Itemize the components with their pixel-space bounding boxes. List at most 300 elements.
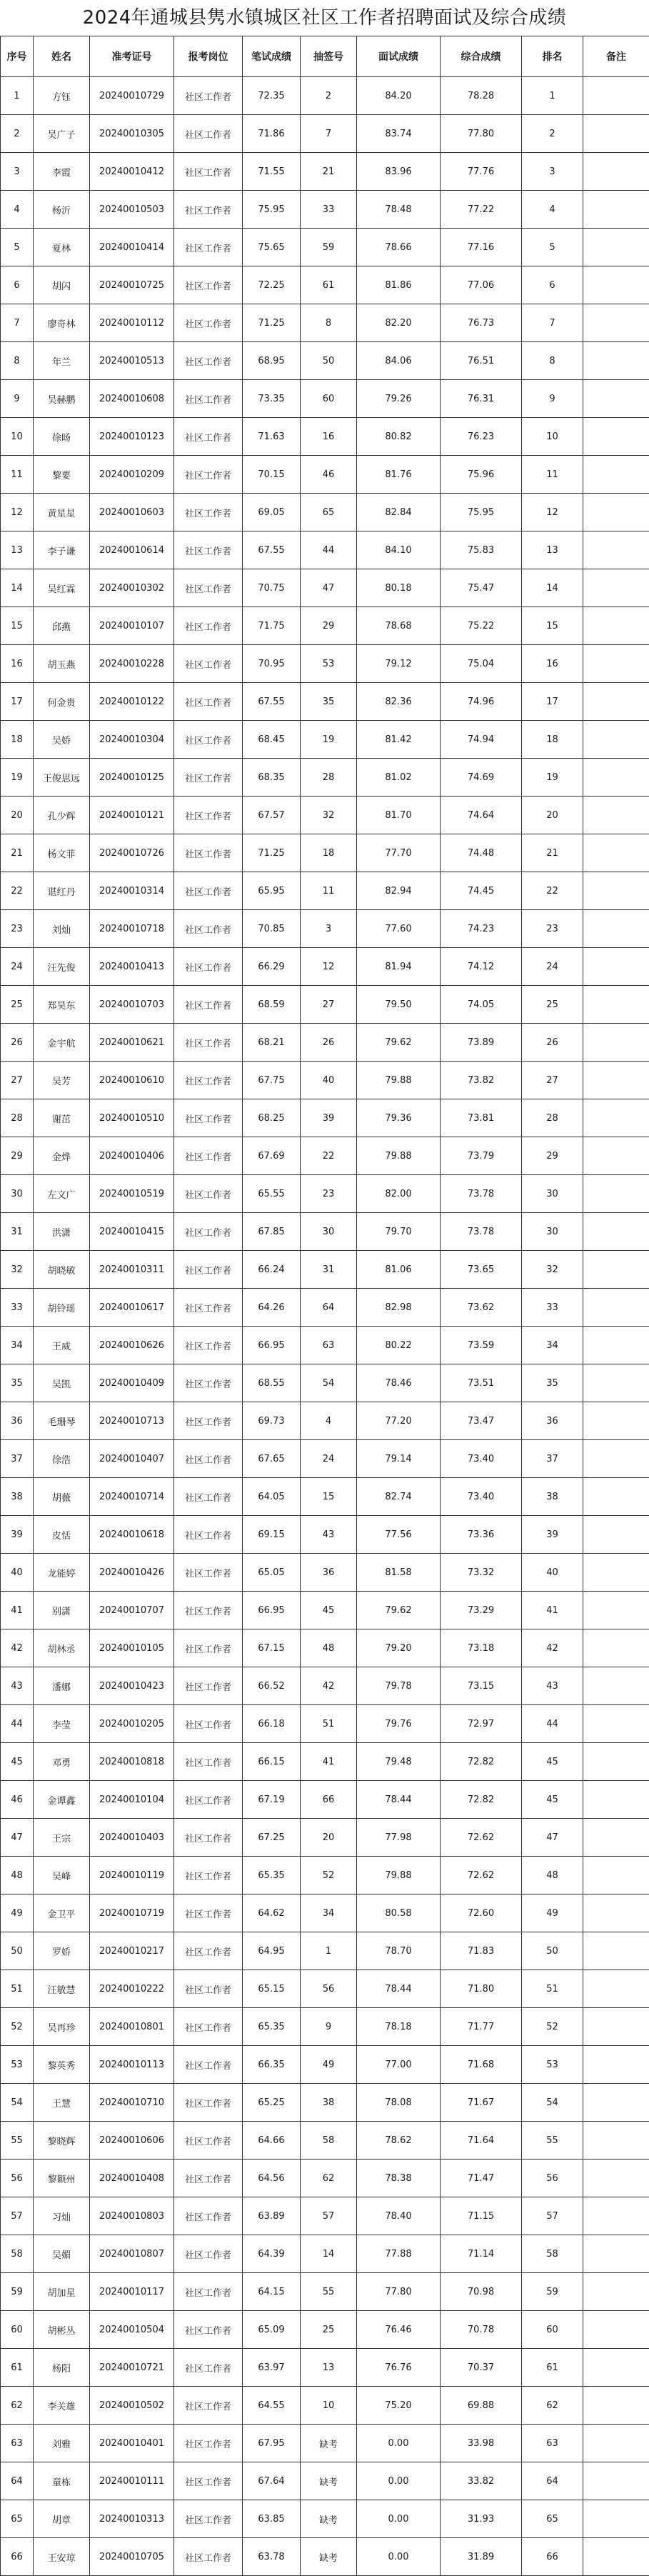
cell-interview-score: 78.62 (357, 2122, 441, 2160)
cell-rank: 62 (522, 2387, 583, 2425)
cell-interview-score: 82.00 (357, 1175, 441, 1213)
cell-index: 26 (1, 1024, 34, 1062)
cell-total-score: 73.40 (441, 1478, 522, 1516)
cell-total-score: 73.32 (441, 1554, 522, 1592)
cell-position: 社区工作者 (174, 153, 243, 191)
cell-rank: 30 (522, 1213, 583, 1251)
cell-index: 32 (1, 1251, 34, 1289)
table-row (1, 418, 649, 456)
cell-rank: 1 (522, 77, 583, 115)
cell-total-score: 31.89 (441, 2538, 522, 2576)
cell-total-score: 75.04 (441, 645, 522, 683)
cell-rank: 29 (522, 1137, 583, 1175)
cell-total-score: 70.98 (441, 2273, 522, 2311)
cell-total-score: 76.23 (441, 418, 522, 456)
cell-written-score: 67.25 (243, 1819, 301, 1857)
cell-rank: 47 (522, 1819, 583, 1857)
cell-interview-score: 84.20 (357, 77, 441, 115)
cell-position: 社区工作者 (174, 1327, 243, 1364)
cell-draw-number: 缺考 (301, 2462, 357, 2500)
cell-total-score: 69.88 (441, 2387, 522, 2425)
header-exam-number: 准考证号 (90, 36, 174, 77)
cell-written-score: 63.78 (243, 2538, 301, 2576)
cell-draw-number: 28 (301, 759, 357, 797)
cell-draw-number: 55 (301, 2273, 357, 2311)
cell-remarks (583, 1781, 649, 1819)
table-row (1, 1024, 649, 1062)
cell-name: 罗娇 (34, 1932, 90, 1970)
cell-index: 54 (1, 2084, 34, 2122)
cell-position: 社区工作者 (174, 2387, 243, 2425)
cell-position: 社区工作者 (174, 1629, 243, 1667)
cell-position: 社区工作者 (174, 2349, 243, 2387)
cell-name: 徐浩 (34, 1440, 90, 1478)
cell-name: 夏林 (34, 229, 90, 266)
cell-total-score: 77.16 (441, 229, 522, 266)
cell-index: 5 (1, 229, 34, 266)
cell-total-score: 73.82 (441, 1062, 522, 1099)
cell-name: 王慧 (34, 2084, 90, 2122)
cell-position: 社区工作者 (174, 1743, 243, 1781)
cell-remarks (583, 1629, 649, 1667)
table-row (1, 1894, 649, 1932)
cell-draw-number: 8 (301, 304, 357, 342)
cell-interview-score: 81.94 (357, 948, 441, 986)
table-row (1, 1099, 649, 1137)
cell-index: 17 (1, 683, 34, 721)
table-row (1, 797, 649, 834)
cell-remarks (583, 380, 649, 418)
cell-rank: 50 (522, 1932, 583, 1970)
cell-total-score: 71.14 (441, 2235, 522, 2273)
cell-name: 别潇 (34, 1592, 90, 1629)
table-row (1, 494, 649, 531)
cell-draw-number: 42 (301, 1667, 357, 1705)
cell-position: 社区工作者 (174, 759, 243, 797)
cell-exam-number: 20240010314 (90, 872, 174, 910)
cell-rank: 16 (522, 645, 583, 683)
cell-exam-number: 20240010614 (90, 531, 174, 569)
table-row (1, 834, 649, 872)
header-interview-score: 面试成绩 (357, 36, 441, 77)
cell-total-score: 76.73 (441, 304, 522, 342)
cell-rank: 38 (522, 1478, 583, 1516)
cell-rank: 49 (522, 1894, 583, 1932)
cell-remarks (583, 77, 649, 115)
cell-remarks (583, 1894, 649, 1932)
table-row (1, 2425, 649, 2462)
cell-written-score: 64.56 (243, 2160, 301, 2197)
cell-name: 李莹 (34, 1705, 90, 1743)
cell-index: 39 (1, 1516, 34, 1554)
cell-written-score: 71.86 (243, 115, 301, 153)
cell-position: 社区工作者 (174, 1667, 243, 1705)
cell-index: 19 (1, 759, 34, 797)
cell-interview-score: 78.38 (357, 2160, 441, 2197)
cell-interview-score: 79.70 (357, 1213, 441, 1251)
cell-exam-number: 20240010113 (90, 2046, 174, 2084)
cell-draw-number: 15 (301, 1478, 357, 1516)
cell-name: 李子谦 (34, 531, 90, 569)
cell-remarks (583, 910, 649, 948)
cell-index: 34 (1, 1327, 34, 1364)
cell-rank: 19 (522, 759, 583, 797)
cell-rank: 66 (522, 2538, 583, 2576)
cell-index: 7 (1, 304, 34, 342)
cell-interview-score: 79.88 (357, 1857, 441, 1894)
cell-remarks (583, 1743, 649, 1781)
cell-position: 社区工作者 (174, 1062, 243, 1099)
cell-written-score: 69.73 (243, 1402, 301, 1440)
cell-remarks (583, 266, 649, 304)
table-row (1, 2046, 649, 2084)
cell-remarks (583, 2349, 649, 2387)
cell-draw-number: 56 (301, 1970, 357, 2008)
cell-name: 黎晓辉 (34, 2122, 90, 2160)
table-row (1, 2349, 649, 2387)
cell-name: 皮恬 (34, 1516, 90, 1554)
cell-interview-score: 78.48 (357, 191, 441, 229)
cell-total-score: 71.67 (441, 2084, 522, 2122)
cell-total-score: 71.77 (441, 2008, 522, 2046)
cell-written-score: 69.15 (243, 1516, 301, 1554)
cell-exam-number: 20240010119 (90, 1857, 174, 1894)
cell-total-score: 71.15 (441, 2197, 522, 2235)
header-position: 报考岗位 (174, 36, 243, 77)
cell-draw-number: 35 (301, 683, 357, 721)
cell-position: 社区工作者 (174, 77, 243, 115)
cell-name: 黎颖州 (34, 2160, 90, 2197)
cell-remarks (583, 2235, 649, 2273)
cell-exam-number: 20240010423 (90, 1667, 174, 1705)
cell-draw-number: 18 (301, 834, 357, 872)
cell-exam-number: 20240010104 (90, 1781, 174, 1819)
cell-index: 50 (1, 1932, 34, 1970)
cell-total-score: 73.79 (441, 1137, 522, 1175)
cell-draw-number: 36 (301, 1554, 357, 1592)
cell-total-score: 77.22 (441, 191, 522, 229)
cell-name: 胡铃瑶 (34, 1289, 90, 1327)
cell-exam-number: 20240010403 (90, 1819, 174, 1857)
cell-name: 毛珊琴 (34, 1402, 90, 1440)
header-remarks: 备注 (583, 36, 649, 77)
cell-rank: 63 (522, 2425, 583, 2462)
cell-position: 社区工作者 (174, 2425, 243, 2462)
cell-total-score: 73.65 (441, 1251, 522, 1289)
cell-index: 57 (1, 2197, 34, 2235)
cell-remarks (583, 1289, 649, 1327)
cell-position: 社区工作者 (174, 1213, 243, 1251)
cell-interview-score: 81.76 (357, 456, 441, 494)
cell-name: 何金贵 (34, 683, 90, 721)
cell-draw-number: 24 (301, 1440, 357, 1478)
cell-draw-number: 21 (301, 153, 357, 191)
cell-written-score: 69.05 (243, 494, 301, 531)
cell-rank: 5 (522, 229, 583, 266)
cell-index: 43 (1, 1667, 34, 1705)
cell-draw-number: 4 (301, 1402, 357, 1440)
cell-draw-number: 1 (301, 1932, 357, 1970)
table-row (1, 721, 649, 759)
cell-total-score: 72.60 (441, 1894, 522, 1932)
cell-written-score: 66.18 (243, 1705, 301, 1743)
table-row (1, 2197, 649, 2235)
cell-remarks (583, 1175, 649, 1213)
cell-remarks (583, 2046, 649, 2084)
table-row (1, 1175, 649, 1213)
cell-index: 60 (1, 2311, 34, 2349)
cell-draw-number: 38 (301, 2084, 357, 2122)
cell-draw-number: 27 (301, 986, 357, 1024)
cell-interview-score: 78.40 (357, 2197, 441, 2235)
header-written-score: 笔试成绩 (243, 36, 301, 77)
cell-written-score: 66.24 (243, 1251, 301, 1289)
cell-draw-number: 52 (301, 1857, 357, 1894)
cell-position: 社区工作者 (174, 266, 243, 304)
cell-written-score: 70.75 (243, 569, 301, 607)
cell-draw-number: 39 (301, 1099, 357, 1137)
cell-draw-number: 7 (301, 115, 357, 153)
cell-name: 金宇航 (34, 1024, 90, 1062)
cell-interview-score: 79.62 (357, 1592, 441, 1629)
cell-total-score: 73.51 (441, 1364, 522, 1402)
cell-draw-number: 23 (301, 1175, 357, 1213)
cell-interview-score: 77.20 (357, 1402, 441, 1440)
cell-index: 4 (1, 191, 34, 229)
cell-remarks (583, 1024, 649, 1062)
cell-exam-number: 20240010710 (90, 2084, 174, 2122)
cell-remarks (583, 494, 649, 531)
cell-draw-number: 44 (301, 531, 357, 569)
cell-total-score: 74.23 (441, 910, 522, 948)
cell-remarks (583, 2197, 649, 2235)
cell-exam-number: 20240010610 (90, 1062, 174, 1099)
cell-remarks (583, 2462, 649, 2500)
cell-interview-score: 79.14 (357, 1440, 441, 1478)
cell-index: 16 (1, 645, 34, 683)
cell-draw-number: 20 (301, 1819, 357, 1857)
cell-written-score: 75.95 (243, 191, 301, 229)
cell-index: 8 (1, 342, 34, 380)
cell-draw-number: 10 (301, 2387, 357, 2425)
cell-interview-score: 0.00 (357, 2462, 441, 2500)
cell-interview-score: 0.00 (357, 2538, 441, 2576)
cell-written-score: 67.55 (243, 683, 301, 721)
table-row (1, 153, 649, 191)
cell-draw-number: 缺考 (301, 2538, 357, 2576)
table-row (1, 607, 649, 645)
cell-index: 18 (1, 721, 34, 759)
cell-index: 62 (1, 2387, 34, 2425)
cell-position: 社区工作者 (174, 2008, 243, 2046)
cell-draw-number: 33 (301, 191, 357, 229)
cell-exam-number: 20240010313 (90, 2500, 174, 2538)
cell-index: 36 (1, 1402, 34, 1440)
cell-rank: 2 (522, 115, 583, 153)
table-row (1, 531, 649, 569)
cell-rank: 54 (522, 2084, 583, 2122)
cell-name: 吴芳 (34, 1062, 90, 1099)
cell-written-score: 68.45 (243, 721, 301, 759)
cell-rank: 58 (522, 2235, 583, 2273)
cell-name: 邓勇 (34, 1743, 90, 1781)
cell-rank: 12 (522, 494, 583, 531)
cell-draw-number: 26 (301, 1024, 357, 1062)
cell-written-score: 64.39 (243, 2235, 301, 2273)
cell-interview-score: 0.00 (357, 2425, 441, 2462)
cell-interview-score: 79.78 (357, 1667, 441, 1705)
cell-rank: 39 (522, 1516, 583, 1554)
cell-written-score: 66.29 (243, 948, 301, 986)
cell-rank: 18 (522, 721, 583, 759)
cell-exam-number: 20240010807 (90, 2235, 174, 2273)
cell-rank: 34 (522, 1327, 583, 1364)
cell-name: 汪先俊 (34, 948, 90, 986)
cell-index: 64 (1, 2462, 34, 2500)
cell-total-score: 73.62 (441, 1289, 522, 1327)
cell-total-score: 76.51 (441, 342, 522, 380)
cell-position: 社区工作者 (174, 2160, 243, 2197)
cell-written-score: 71.63 (243, 418, 301, 456)
cell-remarks (583, 986, 649, 1024)
cell-name: 龙能婷 (34, 1554, 90, 1592)
cell-rank: 28 (522, 1099, 583, 1137)
cell-total-score: 70.78 (441, 2311, 522, 2349)
cell-draw-number: 62 (301, 2160, 357, 2197)
cell-draw-number: 49 (301, 2046, 357, 2084)
cell-name: 胡闪 (34, 266, 90, 304)
cell-total-score: 77.06 (441, 266, 522, 304)
cell-position: 社区工作者 (174, 1705, 243, 1743)
cell-draw-number: 34 (301, 1894, 357, 1932)
cell-written-score: 68.25 (243, 1099, 301, 1137)
cell-name: 吴凯 (34, 1364, 90, 1402)
cell-exam-number: 20240010122 (90, 683, 174, 721)
cell-rank: 65 (522, 2500, 583, 2538)
cell-index: 47 (1, 1819, 34, 1857)
cell-name: 邱燕 (34, 607, 90, 645)
cell-position: 社区工作者 (174, 986, 243, 1024)
cell-name: 王宗 (34, 1819, 90, 1857)
cell-draw-number: 48 (301, 1629, 357, 1667)
cell-name: 吴再珍 (34, 2008, 90, 2046)
cell-remarks (583, 1402, 649, 1440)
cell-written-score: 70.85 (243, 910, 301, 948)
table-row (1, 342, 649, 380)
cell-remarks (583, 1137, 649, 1175)
cell-written-score: 63.97 (243, 2349, 301, 2387)
cell-exam-number: 20240010415 (90, 1213, 174, 1251)
cell-exam-number: 20240010125 (90, 759, 174, 797)
cell-remarks (583, 834, 649, 872)
cell-name: 黎英秀 (34, 2046, 90, 2084)
cell-index: 46 (1, 1781, 34, 1819)
cell-rank: 25 (522, 986, 583, 1024)
cell-name: 胡林丞 (34, 1629, 90, 1667)
cell-index: 38 (1, 1478, 34, 1516)
cell-position: 社区工作者 (174, 2538, 243, 2576)
cell-index: 35 (1, 1364, 34, 1402)
cell-exam-number: 20240010503 (90, 191, 174, 229)
cell-exam-number: 20240010621 (90, 1024, 174, 1062)
cell-exam-number: 20240010606 (90, 2122, 174, 2160)
cell-index: 22 (1, 872, 34, 910)
cell-total-score: 73.81 (441, 1099, 522, 1137)
cell-index: 30 (1, 1175, 34, 1213)
cell-rank: 45 (522, 1781, 583, 1819)
cell-total-score: 73.29 (441, 1592, 522, 1629)
cell-rank: 42 (522, 1629, 583, 1667)
cell-exam-number: 20240010406 (90, 1137, 174, 1175)
cell-exam-number: 20240010412 (90, 153, 174, 191)
cell-total-score: 72.97 (441, 1705, 522, 1743)
cell-index: 15 (1, 607, 34, 645)
cell-index: 58 (1, 2235, 34, 2273)
cell-written-score: 75.65 (243, 229, 301, 266)
cell-exam-number: 20240010519 (90, 1175, 174, 1213)
cell-written-score: 67.95 (243, 2425, 301, 2462)
cell-name: 胡彬丛 (34, 2311, 90, 2349)
cell-total-score: 74.64 (441, 797, 522, 834)
table-body (1, 77, 649, 2576)
cell-index: 40 (1, 1554, 34, 1592)
cell-interview-score: 83.74 (357, 115, 441, 153)
cell-remarks (583, 2387, 649, 2425)
cell-interview-score: 82.84 (357, 494, 441, 531)
cell-remarks (583, 1667, 649, 1705)
table-row (1, 1327, 649, 1364)
cell-name: 金烨 (34, 1137, 90, 1175)
cell-exam-number: 20240010608 (90, 380, 174, 418)
cell-remarks (583, 721, 649, 759)
cell-draw-number: 31 (301, 1251, 357, 1289)
cell-total-score: 75.95 (441, 494, 522, 531)
cell-exam-number: 20240010209 (90, 456, 174, 494)
cell-written-score: 65.35 (243, 2008, 301, 2046)
cell-index: 21 (1, 834, 34, 872)
cell-interview-score: 79.62 (357, 1024, 441, 1062)
cell-remarks (583, 304, 649, 342)
cell-position: 社区工作者 (174, 683, 243, 721)
cell-index: 51 (1, 1970, 34, 2008)
cell-exam-number: 20240010513 (90, 342, 174, 380)
cell-written-score: 73.35 (243, 380, 301, 418)
cell-rank: 48 (522, 1857, 583, 1894)
cell-index: 45 (1, 1743, 34, 1781)
table-row (1, 2008, 649, 2046)
cell-written-score: 64.62 (243, 1894, 301, 1932)
cell-name: 胡玉燕 (34, 645, 90, 683)
cell-interview-score: 81.02 (357, 759, 441, 797)
cell-interview-score: 80.18 (357, 569, 441, 607)
cell-index: 65 (1, 2500, 34, 2538)
table-row (1, 1743, 649, 1781)
cell-position: 社区工作者 (174, 1478, 243, 1516)
cell-draw-number: 47 (301, 569, 357, 607)
cell-exam-number: 20240010818 (90, 1743, 174, 1781)
table-row (1, 229, 649, 266)
cell-index: 59 (1, 2273, 34, 2311)
cell-exam-number: 20240010718 (90, 910, 174, 948)
cell-total-score: 75.22 (441, 607, 522, 645)
cell-remarks (583, 342, 649, 380)
cell-rank: 15 (522, 607, 583, 645)
cell-rank: 10 (522, 418, 583, 456)
cell-interview-score: 79.76 (357, 1705, 441, 1743)
table-row (1, 1062, 649, 1099)
cell-written-score: 67.15 (243, 1629, 301, 1667)
table-row (1, 1705, 649, 1743)
